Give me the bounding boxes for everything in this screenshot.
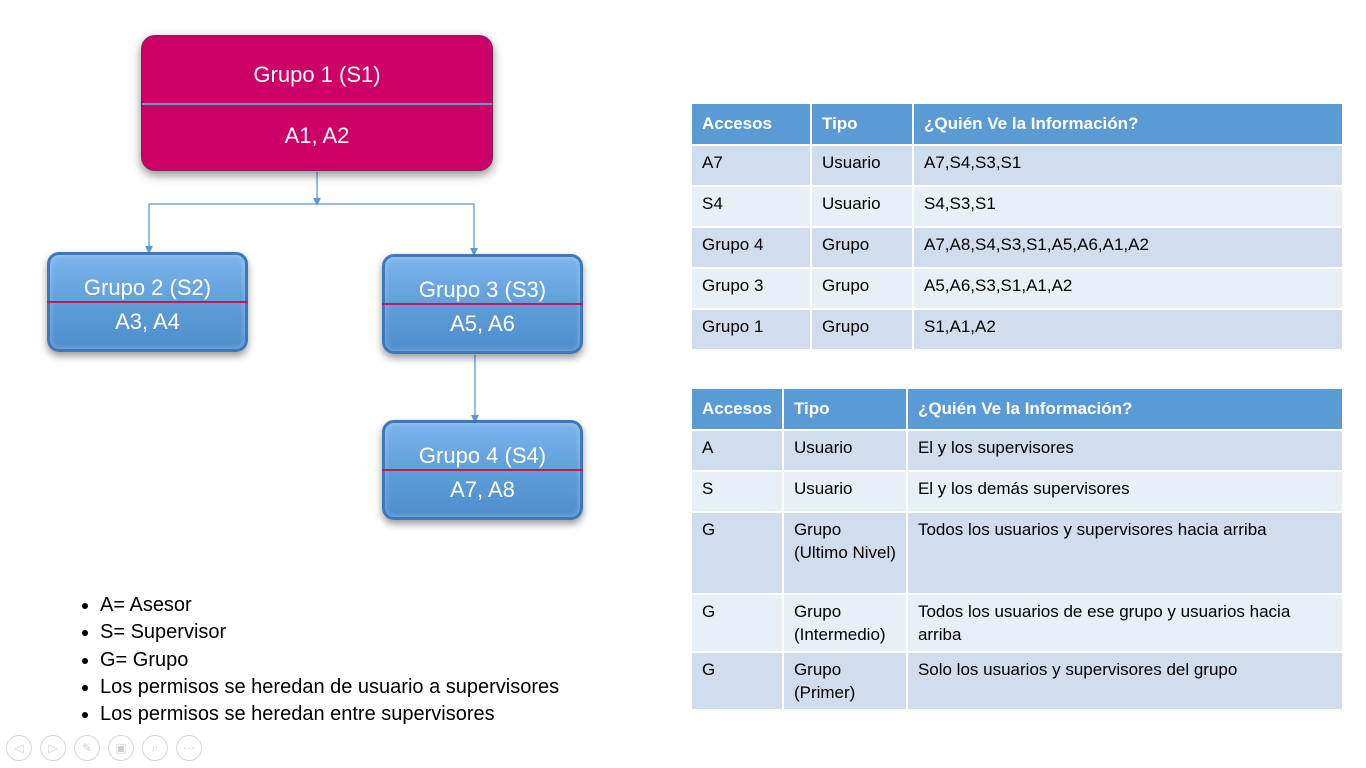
table-row — [691, 430, 1343, 471]
cell-accesos: Grupo 3 — [691, 268, 811, 309]
node-members: A1, A2 — [284, 123, 350, 148]
cell-accesos: A7 — [691, 145, 811, 186]
cell-quien: El y los demás supervisores — [907, 471, 1343, 512]
node-members: A3, A4 — [115, 309, 180, 334]
table-row — [691, 594, 1343, 652]
note-item: • Los permisos se heredan de usuario a supervisores — [100, 674, 559, 701]
header-accesos: Accesos — [691, 388, 783, 430]
header-quien: ¿Quién Ve la Información? — [907, 388, 1343, 430]
header-quien: ¿Quién Ve la Información? — [913, 103, 1343, 145]
node-divider — [142, 103, 492, 105]
note-item: • S= Supervisor — [100, 619, 559, 646]
table-row — [691, 652, 1343, 710]
header-tipo: Tipo — [783, 388, 907, 430]
node-title: Grupo 1 (S1) — [253, 62, 381, 87]
header-accesos: Accesos — [691, 103, 811, 145]
access-table-1 — [690, 102, 1344, 351]
cell-quien: S4,S3,S1 — [913, 186, 1343, 227]
cell-accesos: S — [691, 471, 783, 512]
cell-tipo: Usuario — [811, 186, 913, 227]
cell-accesos: G — [691, 652, 783, 710]
legend-notes — [66, 592, 559, 728]
note-item: • Los permisos se heredan entre supervisores — [100, 701, 559, 728]
table-header-row — [691, 388, 1343, 430]
cell-quien: A5,A6,S3,S1,A1,A2 — [913, 268, 1343, 309]
table-row — [691, 471, 1343, 512]
slides-icon[interactable]: ▣ — [108, 735, 134, 761]
header-tipo: Tipo — [811, 103, 913, 145]
cell-quien: El y los supervisores — [907, 430, 1343, 471]
node-title: Grupo 2 (S2) — [83, 275, 212, 300]
more-icon[interactable]: ⋯ — [176, 735, 202, 761]
next-icon[interactable]: ▷ — [40, 735, 66, 761]
node-title: Grupo 4 (S4) — [418, 443, 547, 468]
node-members: A5, A6 — [450, 311, 515, 336]
cell-accesos: Grupo 4 — [691, 227, 811, 268]
cell-tipo: Usuario — [811, 145, 913, 186]
node-grupo-2 — [47, 252, 248, 352]
access-table-2 — [690, 387, 1344, 711]
cell-tipo: Usuario — [783, 471, 907, 512]
node-grupo-1 — [141, 35, 493, 171]
cell-tipo: Usuario — [783, 430, 907, 471]
cell-accesos: G — [691, 594, 783, 652]
note-item: • A= Asesor — [100, 592, 559, 619]
cell-accesos: A — [691, 430, 783, 471]
cell-quien: S1,A1,A2 — [913, 309, 1343, 350]
cell-tipo: Grupo (Intermedio) — [783, 594, 907, 652]
node-grupo-4 — [382, 420, 583, 520]
edge-g1-g3 — [317, 204, 474, 252]
cell-tipo: Grupo (Primer) — [783, 652, 907, 710]
table-row — [691, 309, 1343, 350]
cell-quien: Solo los usuarios y supervisores del grupo — [907, 652, 1343, 710]
cell-quien: Todos los usuarios de ese grupo y usuarios hacia arriba — [907, 594, 1343, 652]
table-row — [691, 145, 1343, 186]
table-row — [691, 186, 1343, 227]
cell-quien: Todos los usuarios y supervisores hacia arriba — [907, 512, 1343, 594]
node-members: A7, A8 — [450, 477, 515, 502]
cell-tipo: Grupo — [811, 268, 913, 309]
edge-g1-g2 — [149, 204, 317, 250]
cell-accesos: S4 — [691, 186, 811, 227]
cell-quien: A7,S4,S3,S1 — [913, 145, 1343, 186]
cell-tipo: Grupo (Ultimo Nivel) — [783, 512, 907, 594]
note-item: • G= Grupo — [100, 647, 559, 674]
table-row — [691, 512, 1343, 594]
node-divider — [382, 303, 583, 305]
slideshow-toolbar — [6, 735, 202, 761]
cell-tipo: Grupo — [811, 227, 913, 268]
cell-tipo: Grupo — [811, 309, 913, 350]
cell-quien: A7,A8,S4,S3,S1,A5,A6,A1,A2 — [913, 227, 1343, 268]
table-row — [691, 227, 1343, 268]
node-title: Grupo 3 (S3) — [418, 277, 547, 302]
node-divider — [47, 301, 248, 303]
table-header-row — [691, 103, 1343, 145]
table-row — [691, 268, 1343, 309]
previous-icon[interactable]: ◁ — [6, 735, 32, 761]
zoom-icon[interactable]: ⌕ — [142, 735, 168, 761]
pen-icon[interactable]: ✎ — [74, 735, 100, 761]
cell-accesos: G — [691, 512, 783, 594]
node-divider — [382, 469, 583, 471]
cell-accesos: Grupo 1 — [691, 309, 811, 350]
node-grupo-3 — [382, 254, 583, 354]
